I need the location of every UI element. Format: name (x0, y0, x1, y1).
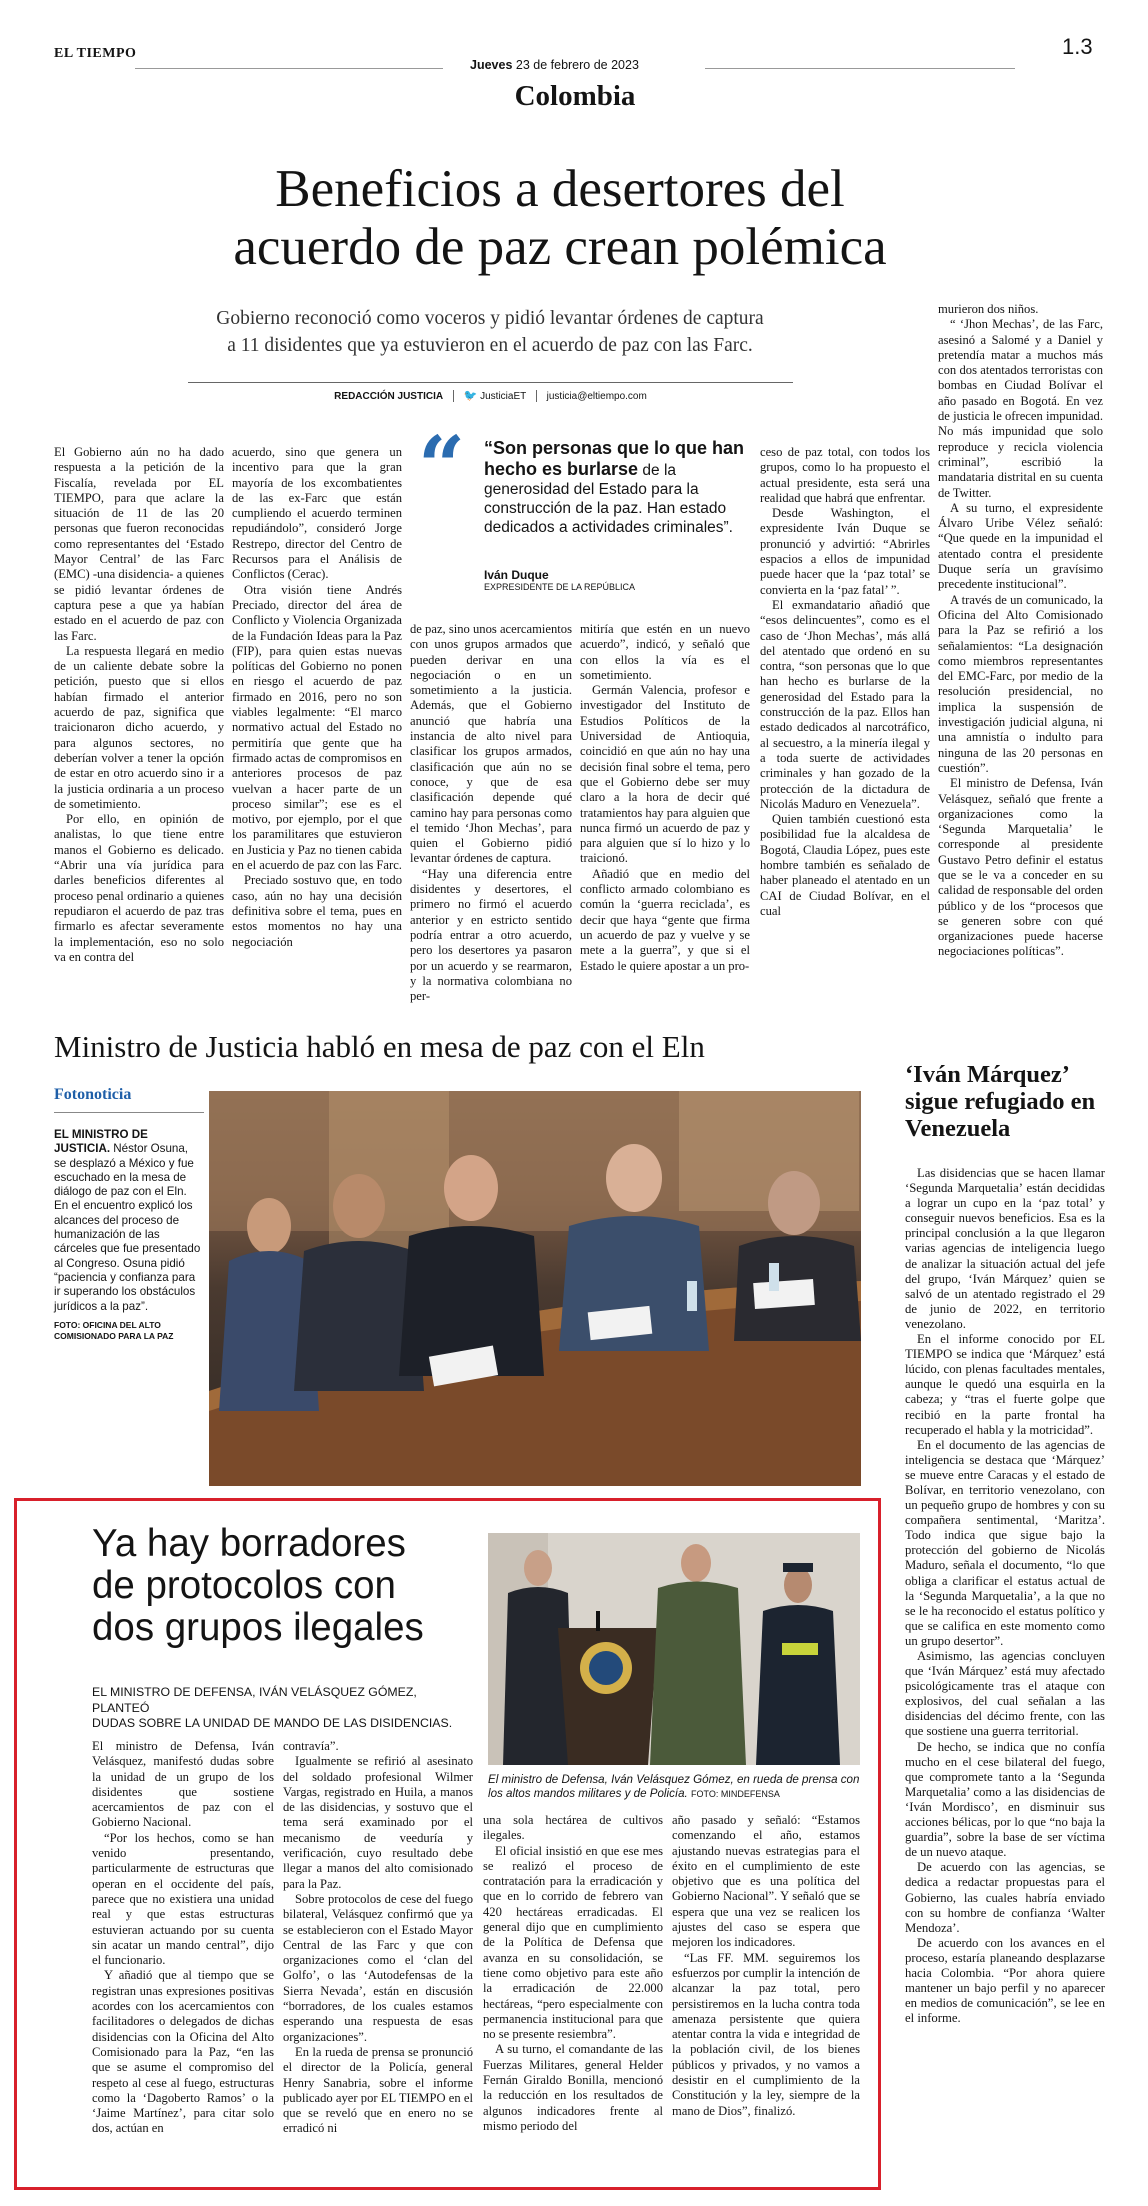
paragraph: murieron dos niños. (938, 302, 1039, 316)
paragraph: “Hay una diferencia entre disidentes y desertores, el primero no firmó el acuerdo anterior y en estricto sentido podría entrar a otro acuerdo, pero los desertores ya pasaron por un acuerdo y se rearmaron, y la normativa colombiana no per- (410, 866, 572, 1004)
paragraph: Por ello, en opinión de analistas, lo que tiene entre manos el Gobierno es delicado. “Abrir una vía jurídica para darles beneficios diferentes al proceso penal ordinario a quienes repudiaron el acuerdo de paz tras firmarlo es afectar severamente la implementación, eso no solo va en contra del (54, 812, 224, 964)
byline-rule-top (188, 382, 793, 383)
fotonoticia-caption-body: Néstor Osuna, se desplazó a México y fue escuchado en la mesa de diálogo de paz con el Eln. En el encuentro explicó los alcances del proceso de humanización de las cárceles que fue presentado al Congreso. Osuna pidió “paciencia y confianza para ir superando los obstáculos jurídicos a la paz”. (54, 1142, 201, 1313)
paragraph: En el informe conocido por EL TIEMPO se indica que ‘Márquez’ está lúcido, con plenas facultades mentales, aunque le quedó una esquirla en la cabeza; y “tras el fuerte golpe que recibió en la parte frontal ha recuperado el habla y la motricidad”. (905, 1332, 1105, 1437)
masthead-rule-right (705, 68, 1015, 69)
main-deck-line-2: a 11 disidentes que ya estuvieron en el acuerdo de paz con las Farc. (227, 335, 753, 356)
byline (188, 389, 793, 402)
pull-quote (418, 419, 748, 600)
boxed-column-1 (92, 1739, 274, 2137)
paragraph: Desde Washington, el expresidente Iván Duque se pronunció y advirtió: “Abrirles espacios a ellos de impunidad puede hacer que la ‘paz total’ se convierta en la ‘paz fatal’ ”. (760, 506, 930, 597)
paragraph: mitiría que estén en un nuevo acuerdo”, indicó, y señaló que con ellos la vía es el sometimiento. (580, 622, 750, 682)
main-deck-line-1: Gobierno reconoció como voceros y pidió levantar órdenes de captura (216, 308, 764, 329)
main-column-4 (580, 622, 750, 974)
meeting-scene-illustration (209, 1091, 861, 1486)
fotonoticia-kicker: Fotonoticia (54, 1086, 132, 1103)
fotonoticia-photo (209, 1091, 861, 1486)
paragraph: Y añadió que al tiempo que se registran unas expresiones positivas acordes con los acercamientos con facilitadores o delegados de dichas disidencias con la Oficina del Alto Comisionado para la Paz, “en las que se asume el compromiso del respeto al cese al fuego, estructuras como la ‘Dagoberto Ramos’ o la ‘Jaime Martínez’, para citar solo dos, actúan en (92, 1968, 274, 2136)
masthead-rule-left (135, 68, 443, 69)
fotonoticia-caption (54, 1128, 202, 1342)
paragraph: De acuerdo con las agencias, se dedica a redactar propuestas para el Gobierno, las cuales habría enviado con su hombre de confianza ‘Walter Mendoza’. (905, 1860, 1105, 1935)
paragraph: En la rueda de prensa se pronunció el director de la Policía, general Henry Sanabria, sobre el informe publicado ayer por EL TIEMPO en el que se reveló que en enero no se erradicó ni (283, 2044, 473, 2136)
pull-quote-text (484, 438, 746, 537)
paragraph: Germán Valencia, profesor e investigador del Instituto de Estudios Políticos de la Universidad de Antioquia, coincidió en que aún no hay una decisión final sobre el tema, pero que el Gobierno debe ser muy claro a la hora de decir qué tratamientos hay para alguien que nunca firmó un acuerdo de paz y para alguien que sí lo hizo y lo traicionó. (580, 683, 750, 866)
fotonoticia-headline: Ministro de Justicia habló en mesa de paz con el Eln (54, 1029, 705, 1064)
paragraph: Preciado sostuvo que, en todo caso, aún no hay una decisión definitiva sobre el tema, pues en estos momentos no hay una negociación (232, 873, 402, 949)
fotonoticia-credit: FOTO: OFICINA DEL ALTO COMISIONADO PARA LA PAZ (54, 1319, 174, 1341)
main-column-2 (232, 445, 402, 950)
paragraph: “Por los hechos, como se han venido presentando, particularmente de estructuras que operan en el occidente del país, parece que no existiera una unidad real y que estas estructuras estuvieran actuando por su cuenta sin acatar un mando central”, dijo el funcionario. (92, 1830, 274, 1968)
boxed-column-2 (283, 1739, 473, 2137)
paragraph: El ministro de Defensa, Iván Velásquez, manifestó dudas sobre la unidad de un grupo de los disidentes que sostiene acercamientos de paz con el Gobierno Nacional. (92, 1739, 274, 1830)
paragraph: El oficial insistió en que ese mes se realizó el proceso de contratación para la erradicación y que en lo corrido de febrero van 420 hectáreas erradicadas. El general dijo que en cumplimiento de la Política de Defensa que avanza en su consolidación, se tiene como objetivo para este año la erradicación de 22.000 hectáreas, “pero especialmente con permanencia institucional para que no se presente resiembra”. (483, 1843, 663, 2042)
boxed-column-3 (483, 1813, 663, 2134)
boxed-photo-credit: FOTO: MINDEFENSA (691, 1789, 780, 1799)
main-headline-line-2: acuerdo de paz crean polémica (233, 218, 887, 276)
byline-twitter: JusticiaET (480, 391, 527, 402)
issue-date-day: Jueves (470, 58, 513, 72)
pull-quote-lead: “Son personas que lo que han hecho es burlarse (484, 438, 745, 479)
press-conference-illustration (488, 1533, 860, 1765)
sidebar-headline: ‘Iván Márquez’ sigue refugiado en Venezuela (905, 1061, 1096, 1142)
paragraph: El exmandatario añadió que “esos delincuentes”, como es el caso de ‘Jhon Mechas’, más allá del atentado que ordenó en su contra, “son personas que lo que han hecho es burlarse de la generosidad del Estado para la construcción de la paz. Ellos han estado dedicados al narcotráfico, al secuestro, a la minería ilegal y a toda suerte de actividades criminales y han gozado de la protección de la dictadura de Nicolás Maduro en Venezuela”. (760, 597, 930, 811)
paragraph: Asimismo, las agencias concluyen que ‘Iván Márquez’ está muy afectado psicológicamente tras el ataque con explosivos, del cual señalan a las disidencias del décimo frente, con las que sostiene una guerra territorial. (905, 1649, 1105, 1739)
brand-logo: EL TIEMPO (54, 46, 137, 61)
pull-quote-name: Iván Duque (484, 568, 549, 582)
paragraph: A través de un comunicado, la Oficina del Alto Comisionado para la Paz se refirió a los señalamientos: “La designación como miembros representantes del EMC-Farc, por medio de la resolución presidencial, no implica la suspensión de investigación judicial alguna, ni una amnistía o indulto para ninguna de las 20 personas en cuestión”. (938, 592, 1103, 775)
boxed-headline-line-1: Ya hay borradores (92, 1522, 406, 1565)
paragraph: ceso de paz total, con todos los grupos, como lo ha propuesto el actual presidente, esta será una realidad que habrá que enfrentar. (760, 445, 930, 505)
boxed-headline-line-3: dos grupos ilegales (92, 1606, 424, 1649)
boxed-deck (92, 1685, 472, 1732)
quote-mark-icon: “ (418, 419, 466, 515)
main-headline (60, 160, 1060, 276)
boxed-column-4 (672, 1813, 860, 2119)
pull-quote-rest: de la generosidad del Estado para la construcción de la paz. Han estado dedicados a actividades criminales”. (484, 462, 733, 536)
byline-email: justicia@eltiempo.com (546, 391, 647, 402)
main-deck (130, 305, 850, 359)
boxed-photo (488, 1533, 860, 1765)
paragraph: La respuesta llegará en medio de un caliente debate sobre la petición, puesto que si ellos habían firmado el anterior acuerdo de paz, significa que traicionaron dicho acuerdo, y para algunos sectores, no deberían volver a tener la opción de estar en otro acuerdo sino ir a la justicia ordinaria a un proceso de sometimiento. (54, 643, 224, 811)
sidebar-body (905, 1166, 1105, 2026)
paragraph: De acuerdo con los avances en el proceso, estaría planeando desplazarse hacia Colombia. “Por ahora quiere mantener un bajo perfil y no aparecer en medios de comunicación”, se lee en el informe. (905, 1935, 1105, 2026)
paragraph: A su turno, el expresidente Álvaro Uribe Vélez señaló: “Que quede en la impunidad el atentado contra el presidente Duque sería un gravísimo precedente institucional”. (938, 500, 1103, 592)
issue-date (470, 58, 639, 72)
byline-author: REDACCIÓN JUSTICIA (334, 391, 444, 402)
main-column-5 (760, 445, 930, 919)
main-column-3 (410, 622, 572, 1004)
paragraph: contravía”. (283, 1739, 339, 1753)
paragraph: Las disidencias que se hacen llamar ‘Segunda Marquetalia’ están decididas a lograr un cupo en la ‘paz total’ y conseguir nuevos beneficios. Esa es la principal conclusión a la que llegaron varias agencias de inteligencia luego de analizar la situación actual del jefe del grupo, ‘Iván Márquez’ quien se salvó de un atentado registrado el 29 de junio de 2022, en territorio venezolano. (905, 1166, 1105, 1331)
paragraph: Otra visión tiene Andrés Preciado, director del área de Conflicto y Violencia Organizada de la Fundación Ideas para la Paz (FIP), para quien estas nuevas políticas del Gobierno no ponen en riesgo el acuerdo de paz firmado en 2016, pero no son viables legalmente: “El marco normativo actual del Estado no permitiría que gente que ha firmado actas de compromisos en anteriores procesos de paz vuelvan a hacer parte de un proceso similar”; ese es el motivo, por ejemplo, por el que los paramilitares que estuvieron en Justicia y Paz no tienen cabida en el acuerdo de paz con las Farc. (232, 582, 402, 873)
paragraph: acuerdo, sino que genera un incentivo para que la gran mayoría de los excombatientes de las ex-Farc que están cumpliendo el acuerdo terminen repudiándolo”, consideró Jorge Restrepo, director del Centro de Recursos para el Análisis de Conflictos (Cerac). (232, 445, 402, 582)
paragraph: año pasado y señaló: “Estamos comenzando el año, estamos ajustando nuevas estrategias para el éxito en el cumplimiento de este objetivo que es una política del Gobierno Nacional”. Y señaló que se espera que una vez se realicen los ajustes del caso se espera que mejoren los indicadores. (672, 1813, 860, 1950)
main-column-1 (54, 445, 224, 965)
paragraph: una sola hectárea de cultivos ilegales. (483, 1813, 663, 1843)
paragraph: de paz, sino unos acercamientos con unos grupos armados que pueden derivar en una negociación o en un sometimiento a la justicia. Además, que el Gobierno anunció que habría una instancia de alto nivel para clasificar los grupos armados, clasificación que aún no se conoce, y que de esa clasificación depende qué camino hay para personas como el temido ‘Jhon Mechas’, para quien el Gobierno pidió levantar órdenes de captura. (410, 622, 572, 866)
paragraph: Quien también cuestionó esta posibilidad fue la alcaldesa de Bogotá, Claudia López, pues este hombre también es señalado de haber planeado el atentado en un CAI de Ciudad Bolívar, en el cual (760, 812, 930, 918)
paragraph: De hecho, se indica que no confía mucho en el cese bilateral del fuego, que compromete tanto a la ‘Segunda Marquetalia’ como a las disidencias de ‘Iván Mordisco’, en disminuir sus acciones bélicas, por lo que “no baja la guardia”, sobre la base de ser víctima de un nuevo ataque. (905, 1739, 1105, 1860)
boxed-headline-line-2: de protocolos con (92, 1564, 396, 1607)
boxed-deck-line-1: EL MINISTRO DE DEFENSA, IVÁN VELÁSQUEZ GÓMEZ, PLANTEÓ (92, 1685, 417, 1715)
paragraph: Sobre protocolos de cese del fuego bilateral, Velásquez confirmó que ya se establecieron con el Estado Mayor Central de las Farc y que con organizaciones como el ‘clan del Golfo’, o las ‘Autodefensas de la Sierra Nevada’, están en discusión “borradores, de los cuales estamos esperando una respuesta de esas organizaciones”. (283, 1891, 473, 2044)
boxed-photo-caption (488, 1773, 860, 1801)
page-number: 1.3 (1062, 34, 1093, 59)
boxed-deck-line-2: DUDAS SOBRE LA UNIDAD DE MANDO DE LAS DISIDENCIAS. (92, 1716, 453, 1730)
paragraph: “ ‘Jhon Mechas’, de las Farc, asesinó a Salomé y a Daniel y pretendía matar a muchos más con dos atentados terroristas con bombas en Ciudad Bolívar el año pasado en Bogotá. En vez de justicia le ofrecen impunidad. No más impunidad que solo reproduce y recicla violencia criminal”, escribió la mandataria distrital en su cuenta de Twitter. (938, 317, 1103, 500)
kicker-rule (54, 1112, 204, 1113)
boxed-caption-text: El ministro de Defensa, Iván Velásquez Gómez, en rueda de prensa con los altos mandos militares y de Policía. (488, 1773, 860, 1800)
main-headline-line-1: Beneficios a desertores del (275, 160, 845, 218)
paragraph: “Las FF. MM. seguiremos los esfuerzos por cumplir la intención de alcanzar la paz total, pero persistiremos en la lucha contra toda amenaza persistente que quiera atentar contra la vida e integridad de la población civil, de los bienes públicos y privados, y no vamos a desistir en el cumplimiento de la Constitución y la ley, siempre de la mano de Dios”, finalizó. (672, 1950, 860, 2118)
twitter-icon: 🐦 (463, 390, 478, 402)
paragraph: Añadió que en medio del conflicto armado colombiano es común la ‘guerra reciclada’, es decir que haya “gente que firma un acuerdo de paz y vuelve y se mete a la guerra”, y que si el Estado le quiere apostar a un pro- (580, 866, 750, 973)
section-title: Colombia (514, 80, 636, 112)
main-column-6 (938, 302, 1103, 960)
pull-quote-role: EXPRESIDENTE DE LA REPÚBLICA (484, 582, 636, 592)
boxed-headline (92, 1523, 492, 1649)
paragraph: El Gobierno aún no ha dado respuesta a la petición de la Fiscalía, revelada por EL TIEMPO, para que aclare la situación de 11 de las 20 personas que fueron reconocidas como representantes del ‘Estado Mayor Central’ de las Farc (EMC) -una disidencia- a quienes se pidió levantar órdenes de captura pese a que ya habían estado en el acuerdo de paz con las Farc. (54, 445, 224, 643)
issue-date-rest: 23 de febrero de 2023 (515, 58, 639, 72)
paragraph: En el documento de las agencias de inteligencia se destaca que ‘Márquez’ se mueve entre Caracas y el estado de Bolívar, en territorio venezolano, con un pequeño grupo de hombres y con su compañera sentimental, ‘Maritza’. Todo indica que sigue bajo la protección del gobierno de Nicolás Maduro, señala el documento, “lo que obliga a clarificar el estatus actual de la ‘Segunda Marquetalia’, a la que no se le ha reconocido el estatus político y que se califica en este momento como un grupo desertor”. (905, 1437, 1105, 1648)
paragraph: A su turno, el comandante de las Fuerzas Militares, general Helder Fernán Giraldo Bonilla, mencionó la reducción en los resultados de algunos indicadores frente al mismo periodo del (483, 2042, 663, 2133)
fotonoticia-caption-lead: EL MINISTRO DE JUSTICIA. (54, 1128, 148, 1156)
paragraph: Igualmente se refirió al asesinato del soldado profesional Wilmer Vargas, registrado en Huila, a manos de las disidencias, y sostuvo que el tema será examinado por el mecanismo de veeduría y verificación, cuyo resultado debe llegar a manos del alto comisionado para la Paz. (283, 1754, 473, 1891)
paragraph: El ministro de Defensa, Iván Velásquez, señaló que frente a organizaciones como la ‘Segunda Marquetalia’ le corresponde al presidente Gustavo Petro definir el estatus que se le va a conceder en su calidad de responsable del orden público y de los “procesos que se generen sobre con qué organizaciones puede hacerse negociaciones políticas”. (938, 776, 1103, 959)
